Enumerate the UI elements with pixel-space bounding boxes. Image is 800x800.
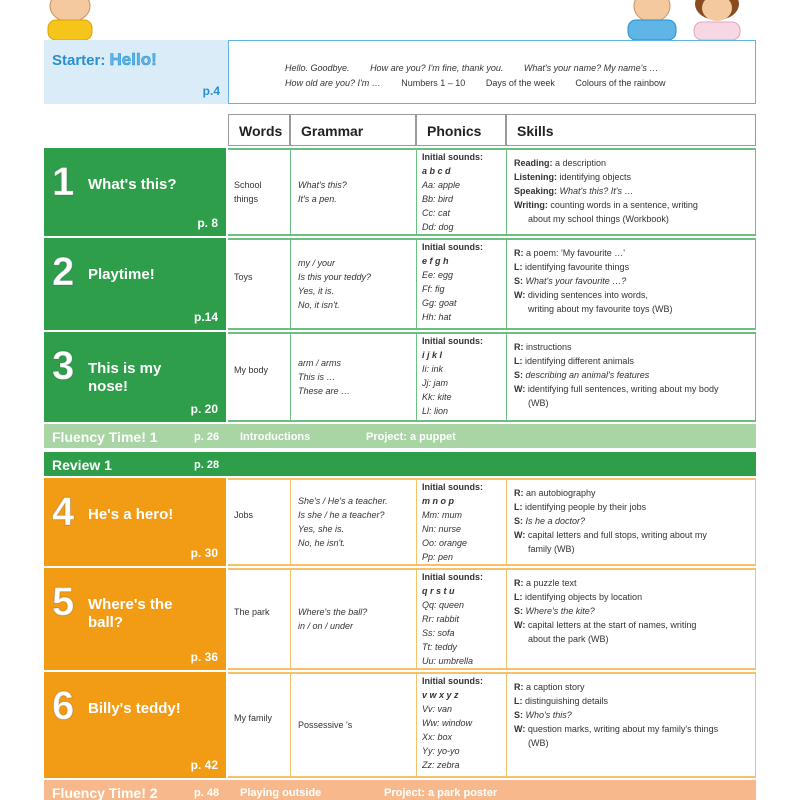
phonics-letters: v w x y z xyxy=(422,690,459,700)
skill-key: W: xyxy=(514,620,526,630)
skill-key: L: xyxy=(514,356,523,366)
grammar-line: These are … xyxy=(298,386,351,396)
skill-key: L: xyxy=(514,502,523,512)
starter-word: Starter: xyxy=(52,52,106,69)
skill-key: W: xyxy=(514,290,526,300)
unit-phonics xyxy=(422,480,504,564)
skill-value: capital letters at the start of names, writing xyxy=(525,620,697,630)
column-divider xyxy=(416,332,417,422)
unit-skills xyxy=(514,156,752,226)
starter-hello: Hello! xyxy=(109,50,157,69)
skill-value: a description xyxy=(552,158,607,168)
skill-value: a puzzle text xyxy=(523,578,577,588)
skill-value: What's this? It's … xyxy=(557,186,634,196)
skill-key: Writing: xyxy=(514,200,548,210)
column-divider xyxy=(416,672,417,778)
grammar-line: It's a pen. xyxy=(298,194,337,204)
phonics-heading: Initial sounds: xyxy=(422,676,484,686)
unit-words: Toys xyxy=(234,270,286,284)
phonics-example: Cc: cat xyxy=(422,208,451,218)
phonics-example: Vv: van xyxy=(422,704,453,714)
boy-illustration-right xyxy=(622,0,682,40)
unit-words: My family xyxy=(234,711,286,725)
column-divider xyxy=(506,148,507,236)
phonics-example: Bb: bird xyxy=(422,194,454,204)
phonics-example: Uu: umbrella xyxy=(422,656,474,666)
skill-value: a poem: 'My favourite …' xyxy=(523,248,625,258)
phonics-example: Mm: mum xyxy=(422,510,462,520)
skill-line xyxy=(514,500,752,514)
skill-line xyxy=(514,212,752,226)
skill-line xyxy=(514,736,752,750)
skill-line xyxy=(514,354,752,368)
skill-line xyxy=(514,302,752,316)
phonics-letters: i j k l xyxy=(422,350,443,360)
skill-key: W: xyxy=(514,724,526,734)
skill-value: question marks, writing about my family's things xyxy=(525,724,719,734)
skill-line xyxy=(514,632,752,646)
unit-title: Billy's teddy! xyxy=(88,700,181,717)
column-divider xyxy=(506,568,507,670)
skill-line xyxy=(514,486,752,500)
unit-grammar xyxy=(298,718,412,732)
skill-key: Speaking: xyxy=(514,186,558,196)
skill-value: Is he a doctor? xyxy=(523,516,586,526)
starter-item: Numbers 1 – 10 xyxy=(401,78,466,88)
unit-page: p. 42 xyxy=(190,758,218,772)
skill-key: S: xyxy=(514,710,523,720)
skill-value: identifying favourite things xyxy=(522,262,630,272)
skill-key: S: xyxy=(514,276,523,286)
grammar-line: Is this your teddy? xyxy=(298,272,372,282)
starter-item: Days of the week xyxy=(485,78,555,88)
fluency-2-topic: Playing outside xyxy=(240,787,322,799)
skill-line xyxy=(514,382,752,396)
skill-value: distinguishing details xyxy=(522,696,609,706)
phonics-heading: Initial sounds: xyxy=(422,152,484,162)
header-phonics: Phonics xyxy=(416,114,506,146)
unit-title: What's this? xyxy=(88,176,177,193)
unit-skills xyxy=(514,340,752,410)
header-grammar: Grammar xyxy=(290,114,416,146)
column-divider xyxy=(416,238,417,330)
skill-line xyxy=(514,260,752,274)
skill-value: dividing sentences into words, xyxy=(525,290,648,300)
phonics-example: Gg: goat xyxy=(422,298,457,308)
skill-line xyxy=(514,368,752,382)
skill-key: R: xyxy=(514,342,524,352)
column-divider xyxy=(506,672,507,778)
skill-key: R: xyxy=(514,682,524,692)
grammar-line: Yes, she is. xyxy=(298,524,345,534)
skill-value: identifying objects by location xyxy=(522,592,643,602)
unit-page: p. 20 xyxy=(190,402,218,416)
unit-label xyxy=(44,568,226,670)
grammar-line: Where's the ball? xyxy=(298,607,368,617)
column-divider xyxy=(290,332,291,422)
column-divider xyxy=(416,148,417,236)
phonics-example: Zz: zebra xyxy=(422,760,460,770)
phonics-letters: e f g h xyxy=(422,256,449,266)
skill-line xyxy=(514,528,752,542)
unit-label xyxy=(44,478,226,566)
phonics-example: Jj: jam xyxy=(422,378,449,388)
unit-grammar xyxy=(298,178,412,206)
unit-grammar xyxy=(298,256,412,312)
starter-item: Hello. Goodbye. xyxy=(285,63,350,73)
skill-value: (WB) xyxy=(528,738,549,748)
skill-key: Listening: xyxy=(514,172,557,182)
fluency-2-page: p. 48 xyxy=(194,787,220,799)
unit-title: This is my nose! xyxy=(88,360,162,395)
phonics-example: Qq: queen xyxy=(422,600,465,610)
skill-key: R: xyxy=(514,578,524,588)
phonics-example: Ee: egg xyxy=(422,270,454,280)
grammar-line: She's / He's a teacher. xyxy=(298,496,388,506)
fluency-2-project: Project: a park poster xyxy=(384,787,498,799)
phonics-example: Ss: sofa xyxy=(422,628,455,638)
phonics-heading: Initial sounds: xyxy=(422,242,484,252)
phonics-letters: a b c d xyxy=(422,166,451,176)
starter-label xyxy=(44,40,228,104)
skill-key: Reading: xyxy=(514,158,553,168)
unit-grammar xyxy=(298,494,412,550)
skill-value: identifying full sentences, writing about my body xyxy=(525,384,719,394)
skill-key: L: xyxy=(514,696,523,706)
unit-phonics xyxy=(422,150,504,234)
phonics-letters: m n o p xyxy=(422,496,454,506)
skill-value: a caption story xyxy=(523,682,585,692)
header-words: Words xyxy=(228,114,290,146)
starter-item: What's your name? My name's … xyxy=(523,63,659,73)
skill-value: Who's this? xyxy=(523,710,572,720)
unit-skills xyxy=(514,680,752,750)
grammar-line: arm / arms xyxy=(298,358,342,368)
grammar-line: No, it isn't. xyxy=(298,300,340,310)
skill-line xyxy=(514,722,752,736)
skill-key: W: xyxy=(514,384,526,394)
grammar-line: my / your xyxy=(298,258,336,268)
skill-value: (WB) xyxy=(528,398,549,408)
unit-number: 3 xyxy=(52,344,75,388)
skill-value: about the park (WB) xyxy=(528,634,609,644)
skill-value: identifying different animals xyxy=(522,356,634,366)
skill-value: What's your favourite …? xyxy=(523,276,627,286)
unit-phonics xyxy=(422,334,504,418)
phonics-heading: Initial sounds: xyxy=(422,336,484,346)
skill-value: about my school things (Workbook) xyxy=(528,214,669,224)
unit-skills xyxy=(514,576,752,646)
column-divider xyxy=(416,478,417,566)
fluency-time-1-bar xyxy=(44,424,756,448)
skill-line xyxy=(514,274,752,288)
skill-value: describing an animal's features xyxy=(523,370,650,380)
grammar-line: Possessive 's xyxy=(298,720,353,730)
skill-value: capital letters and full stops, writing about my xyxy=(525,530,707,540)
fluency-1-page: p. 26 xyxy=(194,431,220,443)
boy-illustration-left xyxy=(40,0,100,40)
skill-value: writing about my favourite toys (WB) xyxy=(528,304,673,314)
skill-line xyxy=(514,590,752,604)
phonics-example: Kk: kite xyxy=(422,392,452,402)
skill-line xyxy=(514,246,752,260)
starter-page: p.4 xyxy=(202,84,220,98)
skill-value: counting words in a sentence, writing xyxy=(547,200,698,210)
phonics-example: Tt: teddy xyxy=(422,642,458,652)
starter-item: How are you? I'm fine, thank you. xyxy=(370,63,504,73)
grammar-line: Yes, it is. xyxy=(298,286,335,296)
skill-key: S: xyxy=(514,516,523,526)
starter-item: Colours of the rainbow xyxy=(575,78,666,88)
grammar-line: No, he isn't. xyxy=(298,538,346,548)
column-divider xyxy=(290,568,291,670)
skill-line xyxy=(514,576,752,590)
unit-number: 2 xyxy=(52,250,75,294)
unit-number: 1 xyxy=(52,160,75,204)
unit-title: Playtime! xyxy=(88,266,155,283)
review-1-bar xyxy=(44,452,756,476)
skill-value: family (WB) xyxy=(528,544,575,554)
grammar-line: What's this? xyxy=(298,180,347,190)
fluency-2-label: Fluency Time! 2 xyxy=(52,785,158,800)
girl-illustration xyxy=(684,0,750,40)
skill-value: an autobiography xyxy=(523,488,596,498)
skill-line xyxy=(514,542,752,556)
skill-key: W: xyxy=(514,530,526,540)
skill-line xyxy=(514,198,752,212)
unit-number: 5 xyxy=(52,580,75,624)
skill-key: S: xyxy=(514,606,523,616)
skill-value: identifying objects xyxy=(557,172,632,182)
header-skills: Skills xyxy=(506,114,756,146)
skill-line xyxy=(514,184,752,198)
skill-key: S: xyxy=(514,370,523,380)
skill-line xyxy=(514,514,752,528)
column-divider xyxy=(290,478,291,566)
unit-words: My body xyxy=(234,363,286,377)
phonics-example: Dd: dog xyxy=(422,222,454,232)
review-1-label: Review 1 xyxy=(52,457,112,473)
skill-key: L: xyxy=(514,262,523,272)
skill-key: R: xyxy=(514,248,524,258)
column-divider xyxy=(290,672,291,778)
grammar-line: Is she / he a teacher? xyxy=(298,510,385,520)
unit-page: p. 36 xyxy=(190,650,218,664)
unit-grammar xyxy=(298,356,412,398)
skill-line xyxy=(514,680,752,694)
phonics-example: Ll: lion xyxy=(422,406,449,416)
skill-line xyxy=(514,288,752,302)
phonics-heading: Initial sounds: xyxy=(422,482,484,492)
unit-title: Where's the ball? xyxy=(88,596,173,631)
unit-label xyxy=(44,672,226,778)
fluency-1-project: Project: a puppet xyxy=(366,431,456,443)
column-divider xyxy=(506,332,507,422)
skill-line xyxy=(514,396,752,410)
skill-line xyxy=(514,708,752,722)
unit-label xyxy=(44,238,226,330)
phonics-example: Pp: pen xyxy=(422,552,454,562)
phonics-heading: Initial sounds: xyxy=(422,572,484,582)
starter-content xyxy=(228,40,756,104)
unit-phonics xyxy=(422,570,504,668)
unit-phonics xyxy=(422,240,504,324)
phonics-letters: q r s t u xyxy=(422,586,455,596)
skill-value: Where's the kite? xyxy=(523,606,595,616)
skill-line xyxy=(514,170,752,184)
unit-skills xyxy=(514,486,752,556)
unit-page: p. 8 xyxy=(197,216,218,230)
grammar-line: in / on / under xyxy=(298,621,354,631)
skill-value: instructions xyxy=(523,342,572,352)
unit-phonics xyxy=(422,674,504,772)
unit-skills xyxy=(514,246,752,316)
fluency-1-label: Fluency Time! 1 xyxy=(52,429,158,445)
phonics-example: Rr: rabbit xyxy=(422,614,460,624)
phonics-example: Nn: nurse xyxy=(422,524,462,534)
skill-line xyxy=(514,618,752,632)
phonics-example: Hh: hat xyxy=(422,312,452,322)
phonics-example: Ff: fig xyxy=(422,284,445,294)
fluency-1-topic: Introductions xyxy=(240,431,311,443)
unit-number: 6 xyxy=(52,684,75,728)
column-divider xyxy=(290,148,291,236)
phonics-example: Yy: yo-yo xyxy=(422,746,460,756)
unit-label xyxy=(44,332,226,422)
skill-key: L: xyxy=(514,592,523,602)
fluency-time-2-bar xyxy=(44,780,756,800)
skill-line xyxy=(514,156,752,170)
phonics-example: Oo: orange xyxy=(422,538,468,548)
column-divider xyxy=(506,478,507,566)
review-1-page: p. 28 xyxy=(194,459,220,471)
phonics-example: Ii: ink xyxy=(422,364,444,374)
column-divider xyxy=(416,568,417,670)
phonics-example: Xx: box xyxy=(422,732,453,742)
starter-item: How old are you? I'm … xyxy=(285,78,381,88)
starter-title xyxy=(52,50,157,70)
skill-key: R: xyxy=(514,488,524,498)
skill-line xyxy=(514,340,752,354)
skill-line xyxy=(514,604,752,618)
skill-value: identifying people by their jobs xyxy=(522,502,647,512)
unit-words: The park xyxy=(234,605,286,619)
unit-page: p.14 xyxy=(193,310,218,324)
grammar-line: This is … xyxy=(298,372,336,382)
skill-line xyxy=(514,694,752,708)
unit-words: Jobs xyxy=(234,508,286,522)
unit-title: He's a hero! xyxy=(88,506,174,523)
phonics-example: Aa: apple xyxy=(422,180,461,190)
column-divider xyxy=(290,238,291,330)
unit-words: School things xyxy=(234,178,286,206)
unit-number: 4 xyxy=(52,490,75,534)
unit-label xyxy=(44,148,226,236)
phonics-example: Ww: window xyxy=(422,718,473,728)
unit-grammar xyxy=(298,605,412,633)
unit-page: p. 30 xyxy=(190,546,218,560)
column-divider xyxy=(506,238,507,330)
